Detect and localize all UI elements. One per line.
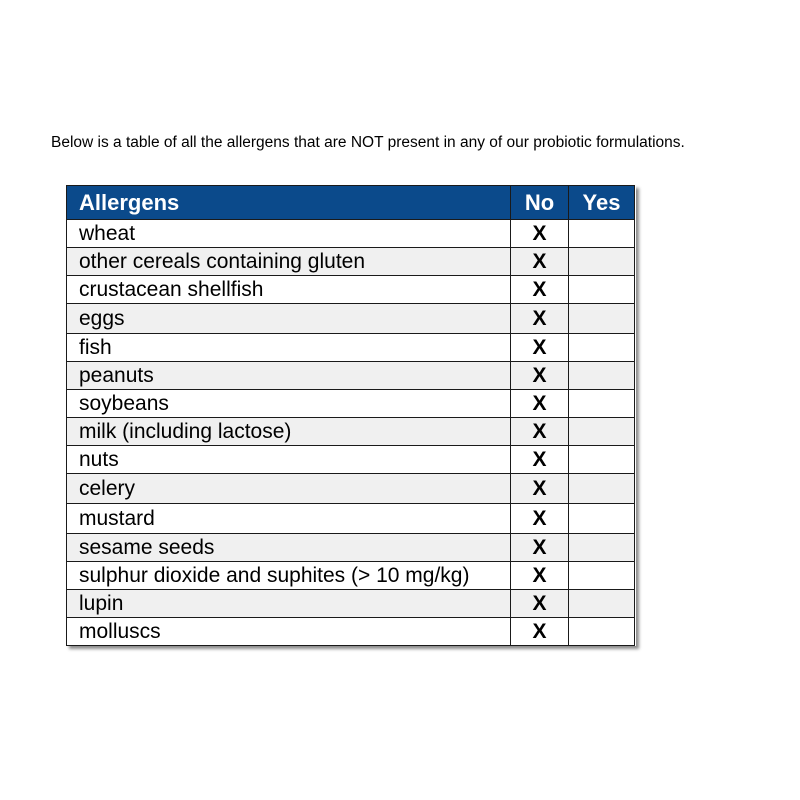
- allergen-cell: sesame seeds: [67, 534, 511, 562]
- no-cell: X: [511, 418, 569, 446]
- yes-cell: [569, 534, 635, 562]
- no-cell: X: [511, 276, 569, 304]
- no-cell: X: [511, 248, 569, 276]
- table-header-row: [67, 186, 635, 220]
- yes-cell: [569, 446, 635, 474]
- yes-cell: [569, 474, 635, 504]
- allergen-cell: mustard: [67, 504, 511, 534]
- yes-cell: [569, 276, 635, 304]
- yes-cell: [569, 390, 635, 418]
- yes-cell: [569, 418, 635, 446]
- yes-cell: [569, 590, 635, 618]
- yes-cell: [569, 304, 635, 334]
- no-cell: X: [511, 474, 569, 504]
- allergen-table: [66, 185, 635, 646]
- allergen-cell: fish: [67, 334, 511, 362]
- allergen-cell: milk (including lactose): [67, 418, 511, 446]
- allergen-cell: other cereals containing gluten: [67, 248, 511, 276]
- table-row: [67, 390, 635, 418]
- yes-cell: [569, 562, 635, 590]
- no-cell: X: [511, 304, 569, 334]
- no-cell: X: [511, 534, 569, 562]
- yes-cell: [569, 618, 635, 646]
- table-body: [67, 220, 635, 646]
- no-cell: X: [511, 562, 569, 590]
- table-row: [67, 474, 635, 504]
- yes-cell: [569, 220, 635, 248]
- table-row: [67, 276, 635, 304]
- table-row: [67, 220, 635, 248]
- no-cell: X: [511, 390, 569, 418]
- no-cell: X: [511, 618, 569, 646]
- table-row: [67, 362, 635, 390]
- header-allergens: Allergens: [67, 186, 511, 220]
- no-cell: X: [511, 334, 569, 362]
- allergen-cell: soybeans: [67, 390, 511, 418]
- header-no: No: [511, 186, 569, 220]
- yes-cell: [569, 504, 635, 534]
- allergen-cell: wheat: [67, 220, 511, 248]
- table-row: [67, 304, 635, 334]
- table-row: [67, 534, 635, 562]
- allergen-cell: sulphur dioxide and suphites (> 10 mg/kg): [67, 562, 511, 590]
- allergen-cell: nuts: [67, 446, 511, 474]
- table-row: [67, 446, 635, 474]
- table-row: [67, 618, 635, 646]
- allergen-cell: eggs: [67, 304, 511, 334]
- no-cell: X: [511, 220, 569, 248]
- allergen-cell: crustacean shellfish: [67, 276, 511, 304]
- yes-cell: [569, 248, 635, 276]
- table-row: [67, 562, 635, 590]
- no-cell: X: [511, 590, 569, 618]
- intro-text: Below is a table of all the allergens that are NOT present in any of our probiotic formulations.: [51, 134, 685, 151]
- yes-cell: [569, 362, 635, 390]
- allergen-cell: celery: [67, 474, 511, 504]
- table-row: [67, 590, 635, 618]
- allergen-cell: molluscs: [67, 618, 511, 646]
- table-row: [67, 504, 635, 534]
- allergen-cell: peanuts: [67, 362, 511, 390]
- no-cell: X: [511, 446, 569, 474]
- table-row: [67, 418, 635, 446]
- allergen-table-container: [66, 185, 636, 646]
- table-row: [67, 248, 635, 276]
- yes-cell: [569, 334, 635, 362]
- header-yes: Yes: [569, 186, 635, 220]
- allergen-cell: lupin: [67, 590, 511, 618]
- no-cell: X: [511, 362, 569, 390]
- no-cell: X: [511, 504, 569, 534]
- table-row: [67, 334, 635, 362]
